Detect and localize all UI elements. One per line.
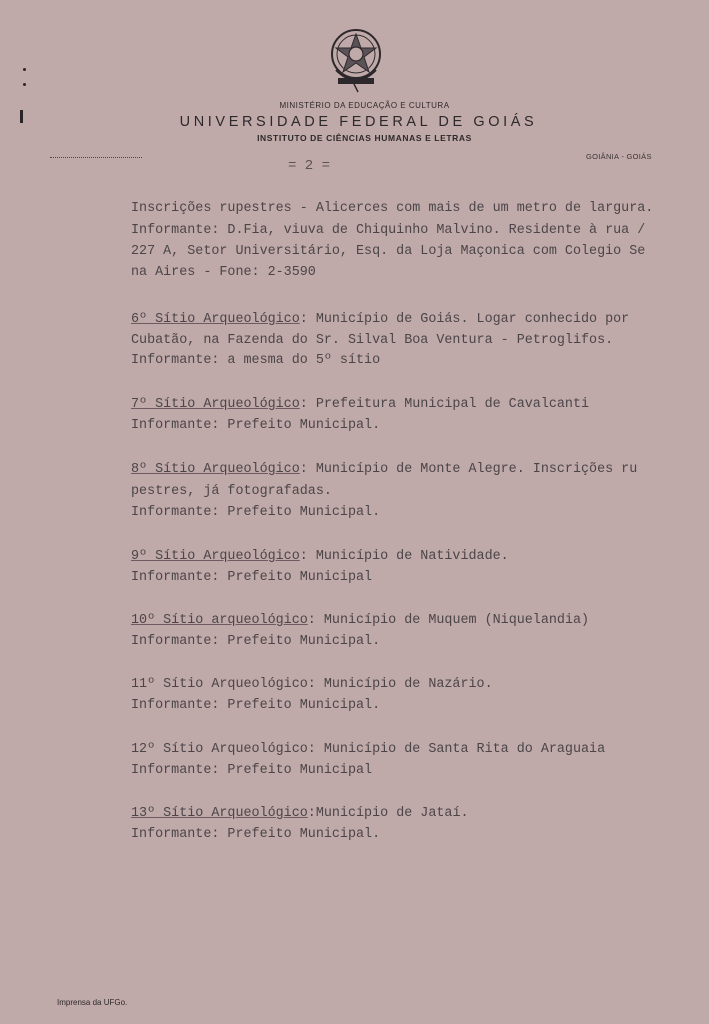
site-heading: 7º Sítio Arqueológico (131, 397, 300, 412)
text-line: Cubatão, na Fazenda do Sr. Silval Boa Ventura - Petroglifos. (131, 333, 614, 348)
site-entry-heading (131, 549, 509, 564)
site-heading: 10º Sítio arqueológico (131, 613, 308, 628)
site-entry-heading (131, 312, 629, 327)
margin-mark (23, 68, 26, 71)
university-heading: UNIVERSIDADE FEDERAL DE GOIÁS (179, 114, 538, 130)
informant-line: Informante: Prefeito Municipal. (131, 634, 381, 649)
brazil-coat-of-arms-seal (326, 26, 386, 94)
text-line: pestres, já fotografadas. (131, 484, 332, 499)
site-description: : Município de Monte Alegre. Inscrições ru (299, 462, 638, 477)
site-entry-heading (131, 462, 637, 477)
dotted-rule (50, 157, 142, 158)
text-line: na Aires - Fone: 2-3590 (131, 265, 316, 280)
site-entry-heading (131, 397, 589, 412)
informant-line: Informante: Prefeito Municipal. (131, 418, 381, 433)
informant-line: Informante: Prefeito Municipal. (131, 698, 381, 713)
site-description: : Município de Muquem (Niquelandia) (307, 613, 590, 628)
site-heading: 9º Sítio Arqueológico (131, 549, 300, 564)
informant-line: Informante: Prefeito Municipal. (131, 505, 381, 520)
site-entry-heading: 12º Sítio Arqueológico: Município de Santa Rita do Araguaia (131, 742, 606, 757)
city-label: GOIÂNIA - GOIÁS (586, 152, 652, 161)
institute-heading: INSTITUTO DE CIÊNCIAS HUMANAS E LETRAS (257, 133, 472, 143)
informant-line: Informante: Prefeito Municipal (131, 570, 373, 585)
site-heading: 6º Sítio Arqueológico (131, 312, 300, 327)
site-entry-heading (131, 613, 589, 628)
text-line: Informante: D.Fia, viuva de Chiquinho Malvino. Residente à rua / (131, 223, 646, 238)
text-line: Inscrições rupestres - Alicerces com mais de um metro de largura. (131, 201, 654, 216)
ministry-heading: MINISTÉRIO DA EDUCAÇÃO E CULTURA (279, 101, 450, 110)
margin-mark (23, 83, 26, 86)
site-description: : Município de Goiás. Logar conhecido por (299, 312, 630, 327)
page-number: = 2 = (288, 158, 331, 174)
site-heading: 13º Sítio Arqueológico (131, 806, 308, 821)
printer-footer: Imprensa da UFGo. (57, 998, 128, 1007)
site-heading: 8º Sítio Arqueológico (131, 462, 300, 477)
informant-line: Informante: Prefeito Municipal. (131, 827, 381, 842)
site-description: : Prefeitura Municipal de Cavalcanti (299, 397, 590, 412)
site-description: : Município de Natividade. (299, 549, 509, 564)
site-description: :Município de Jataí. (307, 806, 469, 821)
informant-line: Informante: a mesma do 5º sítio (131, 353, 381, 368)
site-entry-heading: 11º Sítio Arqueológico: Município de Nazário. (131, 677, 493, 692)
margin-mark (20, 110, 23, 123)
informant-line: Informante: Prefeito Municipal (131, 763, 373, 778)
site-entry-heading (131, 806, 469, 821)
text-line: 227 A, Setor Universitário, Esq. da Loja Maçonica com Colegio Se (131, 244, 646, 259)
